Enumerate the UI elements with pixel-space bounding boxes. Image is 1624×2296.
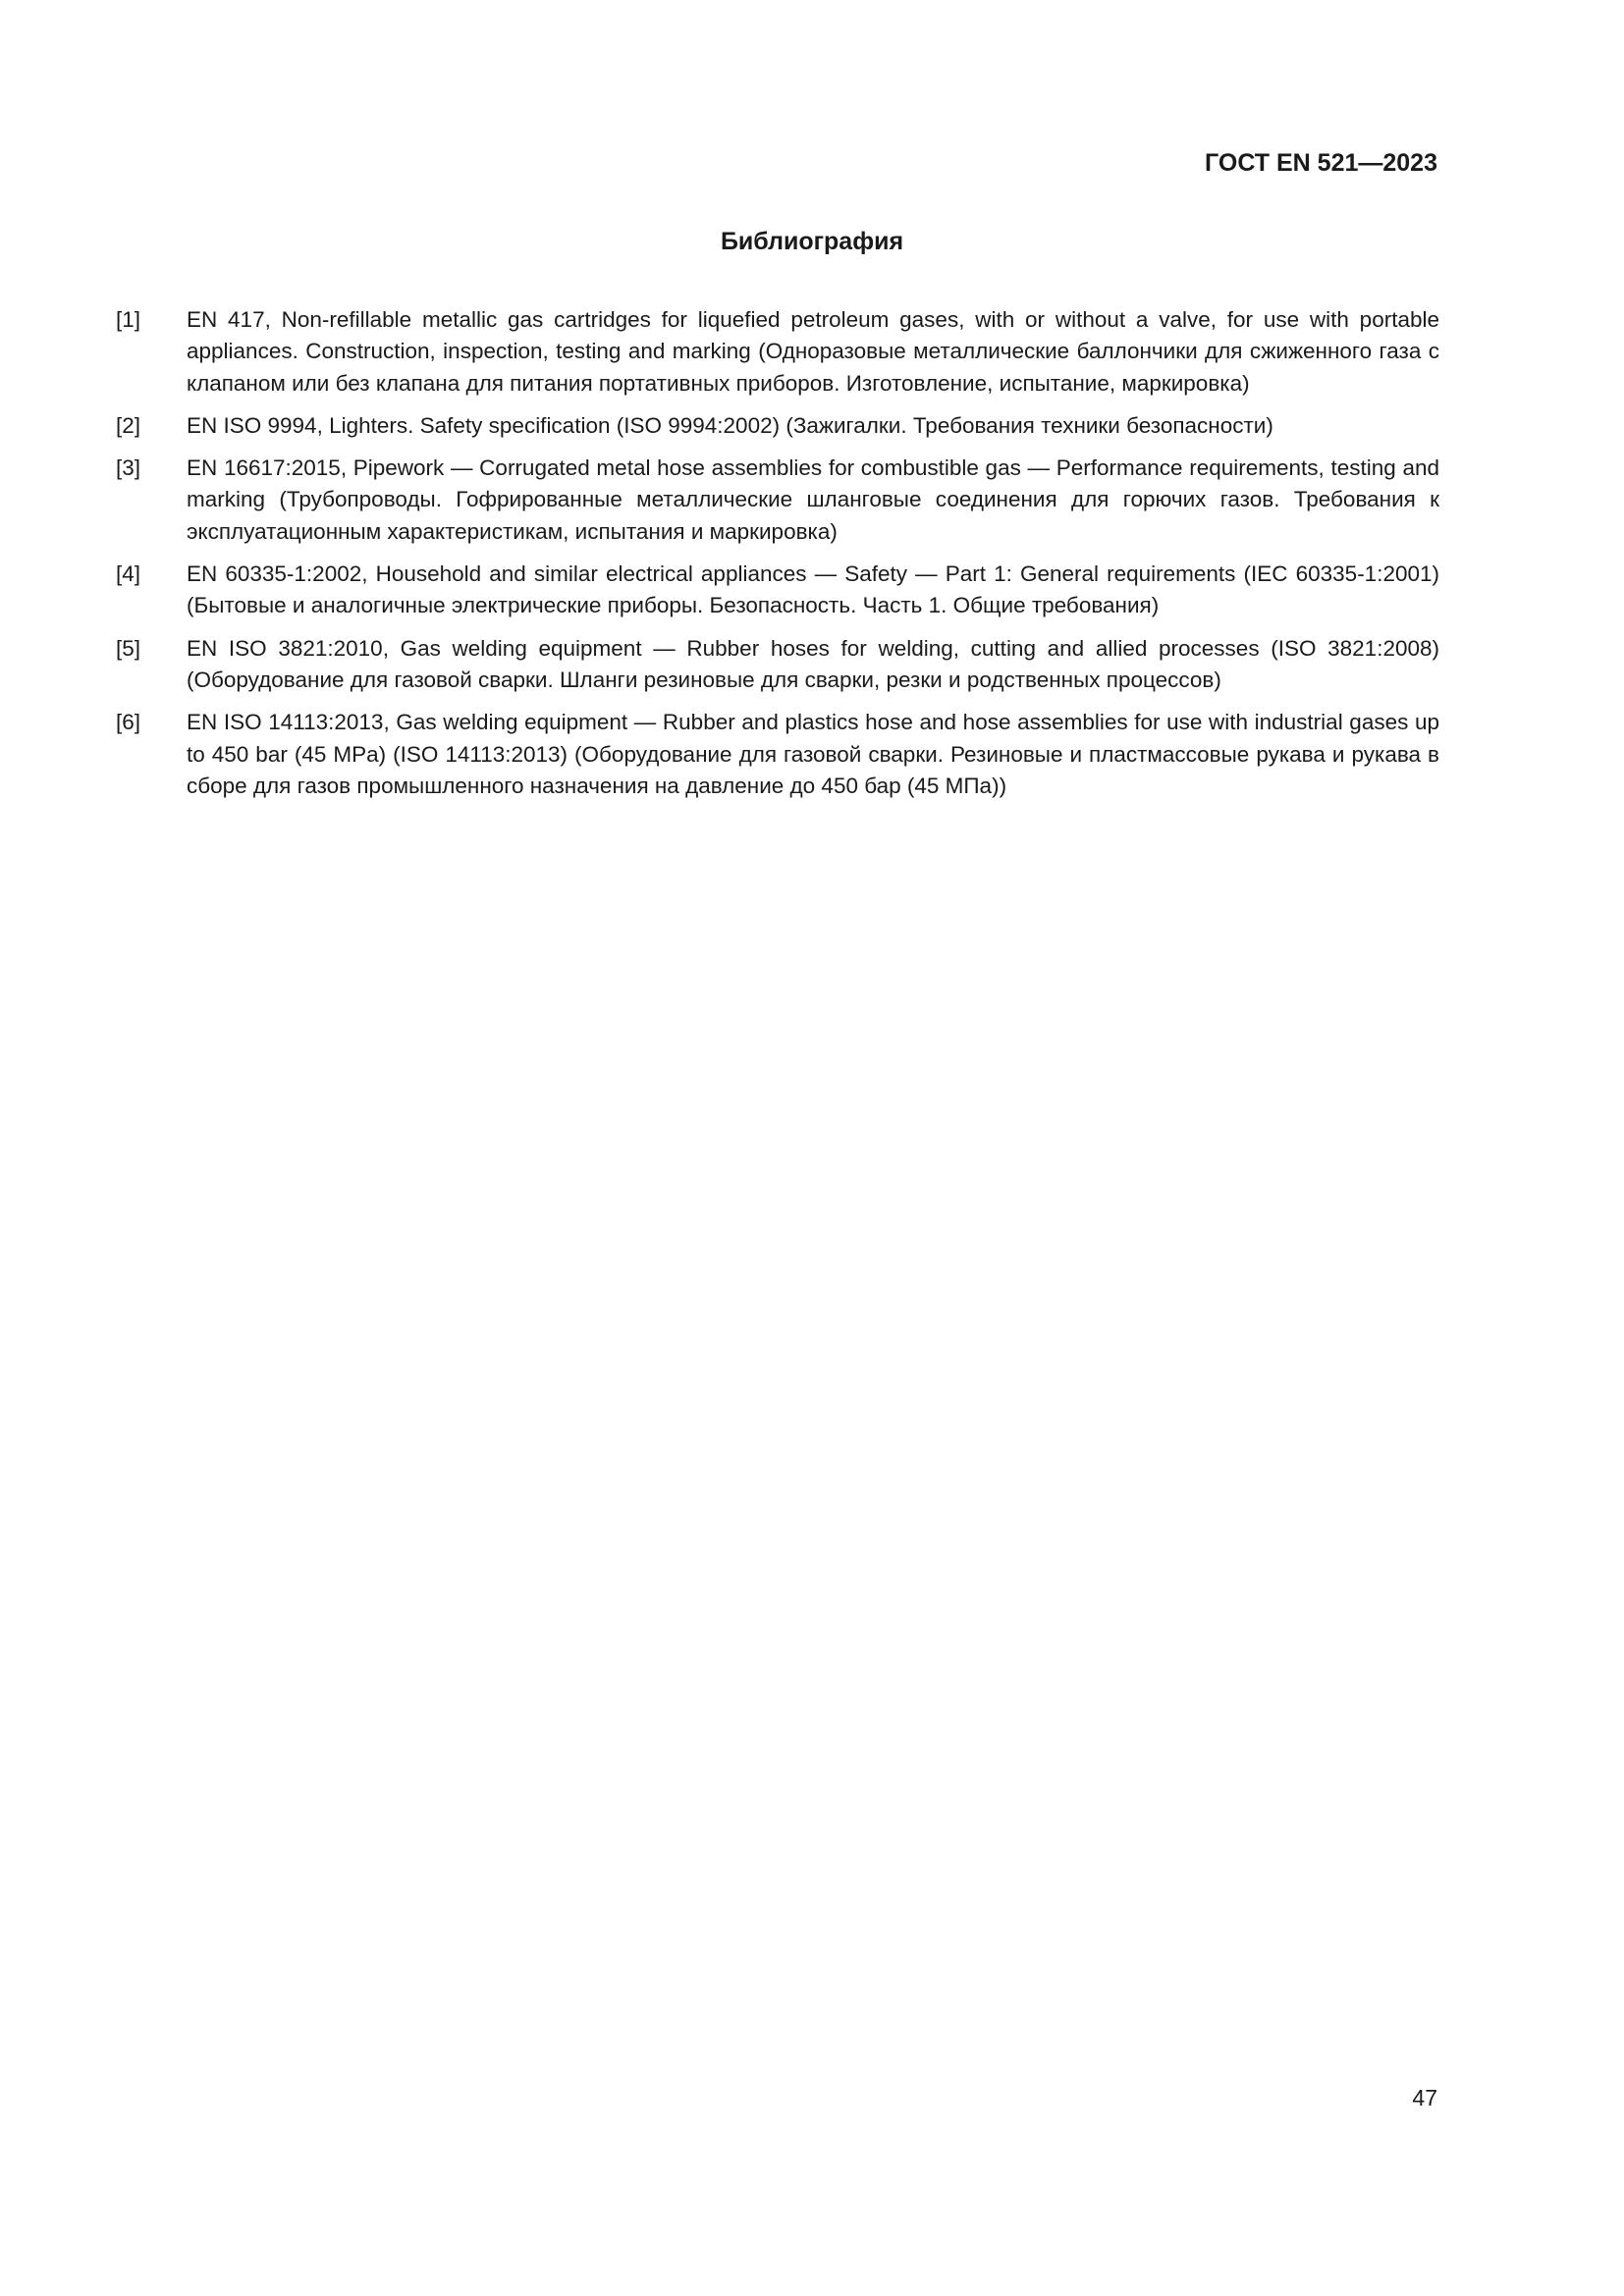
- bibliography-entry: [116, 410, 1439, 442]
- bibliography-entry: [116, 633, 1439, 697]
- bibliography-entry: [116, 559, 1439, 622]
- entry-number: [4]: [116, 561, 141, 587]
- page-number: 47: [1412, 2085, 1437, 2110]
- section-title: Библиография: [720, 228, 904, 255]
- entry-number: [2]: [116, 412, 141, 438]
- entry-text: EN 16617:2015, Pipework — Corrugated metal hose assemblies for combustible gas — Performance requirements, testing and marking (Трубопроводы. Гофрированные металлические шланговые соединения для горючих газов. Требования к эксплуатационным характеристикам, испытания и маркировка): [187, 455, 1439, 544]
- entry-text: EN 417, Non-refillable metallic gas cartridges for liquefied petroleum gases, with or without a valve, for use with portable appliances. Construction, inspection, testing and marking (Одноразовые металлические баллончики для сжиженного газа с клапаном или без клапана для питания портативных приборов. Изготовление, испытание, маркировка): [187, 307, 1439, 396]
- entry-number: [5]: [116, 635, 141, 661]
- entry-number: [6]: [116, 710, 141, 735]
- entry-text: EN ISO 3821:2010, Gas welding equipment — Rubber hoses for welding, cutting and allied processes (ISO 3821:2008) (Оборудование для газовой сварки. Шланги резиновые для сварки, резки и родственных процессов): [187, 635, 1439, 692]
- entry-number: [3]: [116, 455, 141, 481]
- entry-number: [1]: [116, 307, 141, 332]
- document-header: ГОСТ EN 521—2023: [1205, 149, 1437, 177]
- bibliography-list: [116, 304, 1439, 813]
- entry-text: EN ISO 9994, Lighters. Safety specification (ISO 9994:2002) (Зажигалки. Требования техники безопасности): [187, 412, 1273, 438]
- bibliography-entry: [116, 304, 1439, 400]
- bibliography-entry: [116, 707, 1439, 802]
- bibliography-entry: [116, 453, 1439, 548]
- entry-text: EN ISO 14113:2013, Gas welding equipment — Rubber and plastics hose and hose assemblies for use with industrial gases up to 450 bar (45 MPa) (ISO 14113:2013) (Оборудование для газовой сварки. Резиновые и пластмассовые рукава и рукава в сборе для газов промышленного назначения на давление до 450 бар (45 МПа)): [187, 710, 1439, 798]
- entry-text: EN 60335-1:2002, Household and similar electrical appliances — Safety — Part 1: General requirements (IEC 60335-1:2001) (Бытовые и аналогичные электрические приборы. Безопасность. Часть 1. Общие требования): [187, 561, 1439, 618]
